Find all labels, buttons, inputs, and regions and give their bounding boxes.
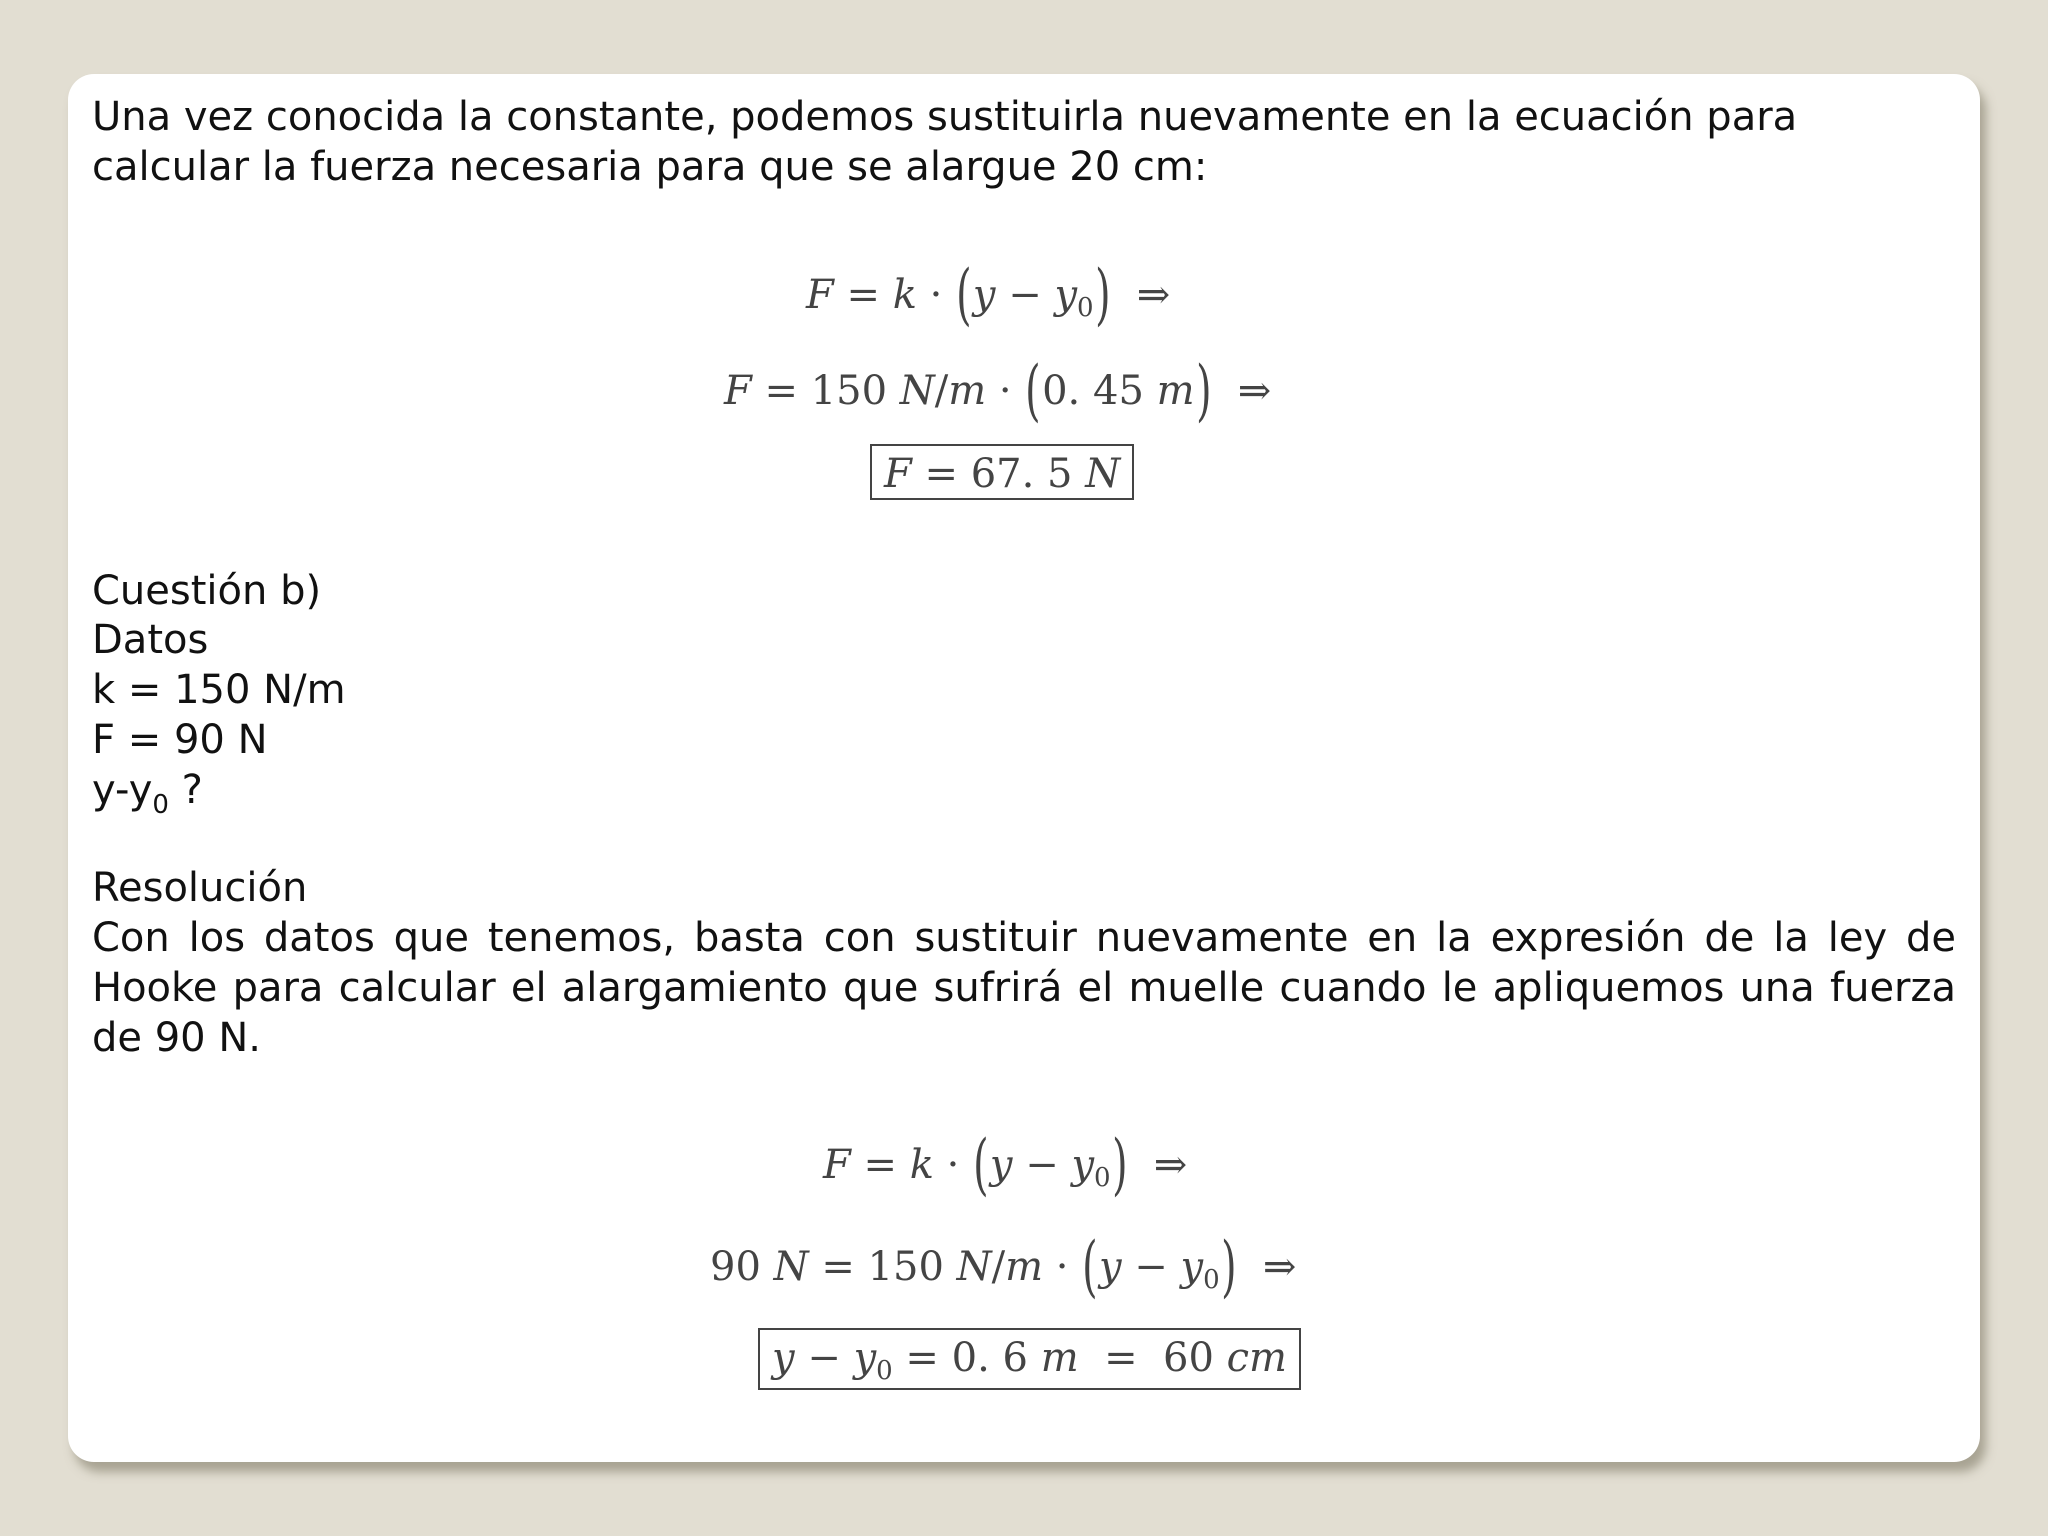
slide-card [68, 74, 1980, 1462]
resolution-heading: Resolución [92, 865, 308, 911]
unknown-question-mark: ? [168, 767, 203, 813]
formula-b-eq2: 90 N = 150 $N/m \cdot (y - y_0)$ ⇒ [710, 1228, 1297, 1305]
unknown-base: y-y [92, 767, 153, 813]
k-value: k = 150 N/m [92, 667, 346, 713]
intro-line-1: Una vez conocida la constante, podemos sustituirla nuevamente en la ecuación para [92, 94, 1798, 140]
question-b-heading: Cuestión b) [92, 568, 322, 614]
resolution-paragraph: Con los datos que tenemos, basta con sustituir nuevamente en la expresión de la ley de Hooke para calcular el alargamiento que sufrirá el muelle cuando le apliquemos una fuerza de 90 N. [92, 915, 1956, 1061]
intro-line-2: calcular la fuerza necesaria para que se alargue 20 cm: [92, 144, 1208, 190]
formula-a-result: F = 67. 5 N [870, 444, 1134, 500]
unknown-displacement [92, 765, 203, 830]
formula-b-result: $y - y_0 = 0$. 6 m = 60 cm [758, 1328, 1301, 1390]
f-value: F = 90 N [92, 717, 268, 763]
formula-a-eq2: F = 150 N/m · (0. 45 m) ⇒ [724, 352, 1272, 429]
unknown-subscript: 0 [152, 790, 169, 820]
formula-a-eq1: $F = k \cdot (y - y_0)$ ⇒ [806, 256, 1171, 333]
formula-b-eq1: $F = k \cdot (y - y_0)$ ⇒ [823, 1126, 1188, 1203]
datos-label: Datos [92, 617, 209, 663]
